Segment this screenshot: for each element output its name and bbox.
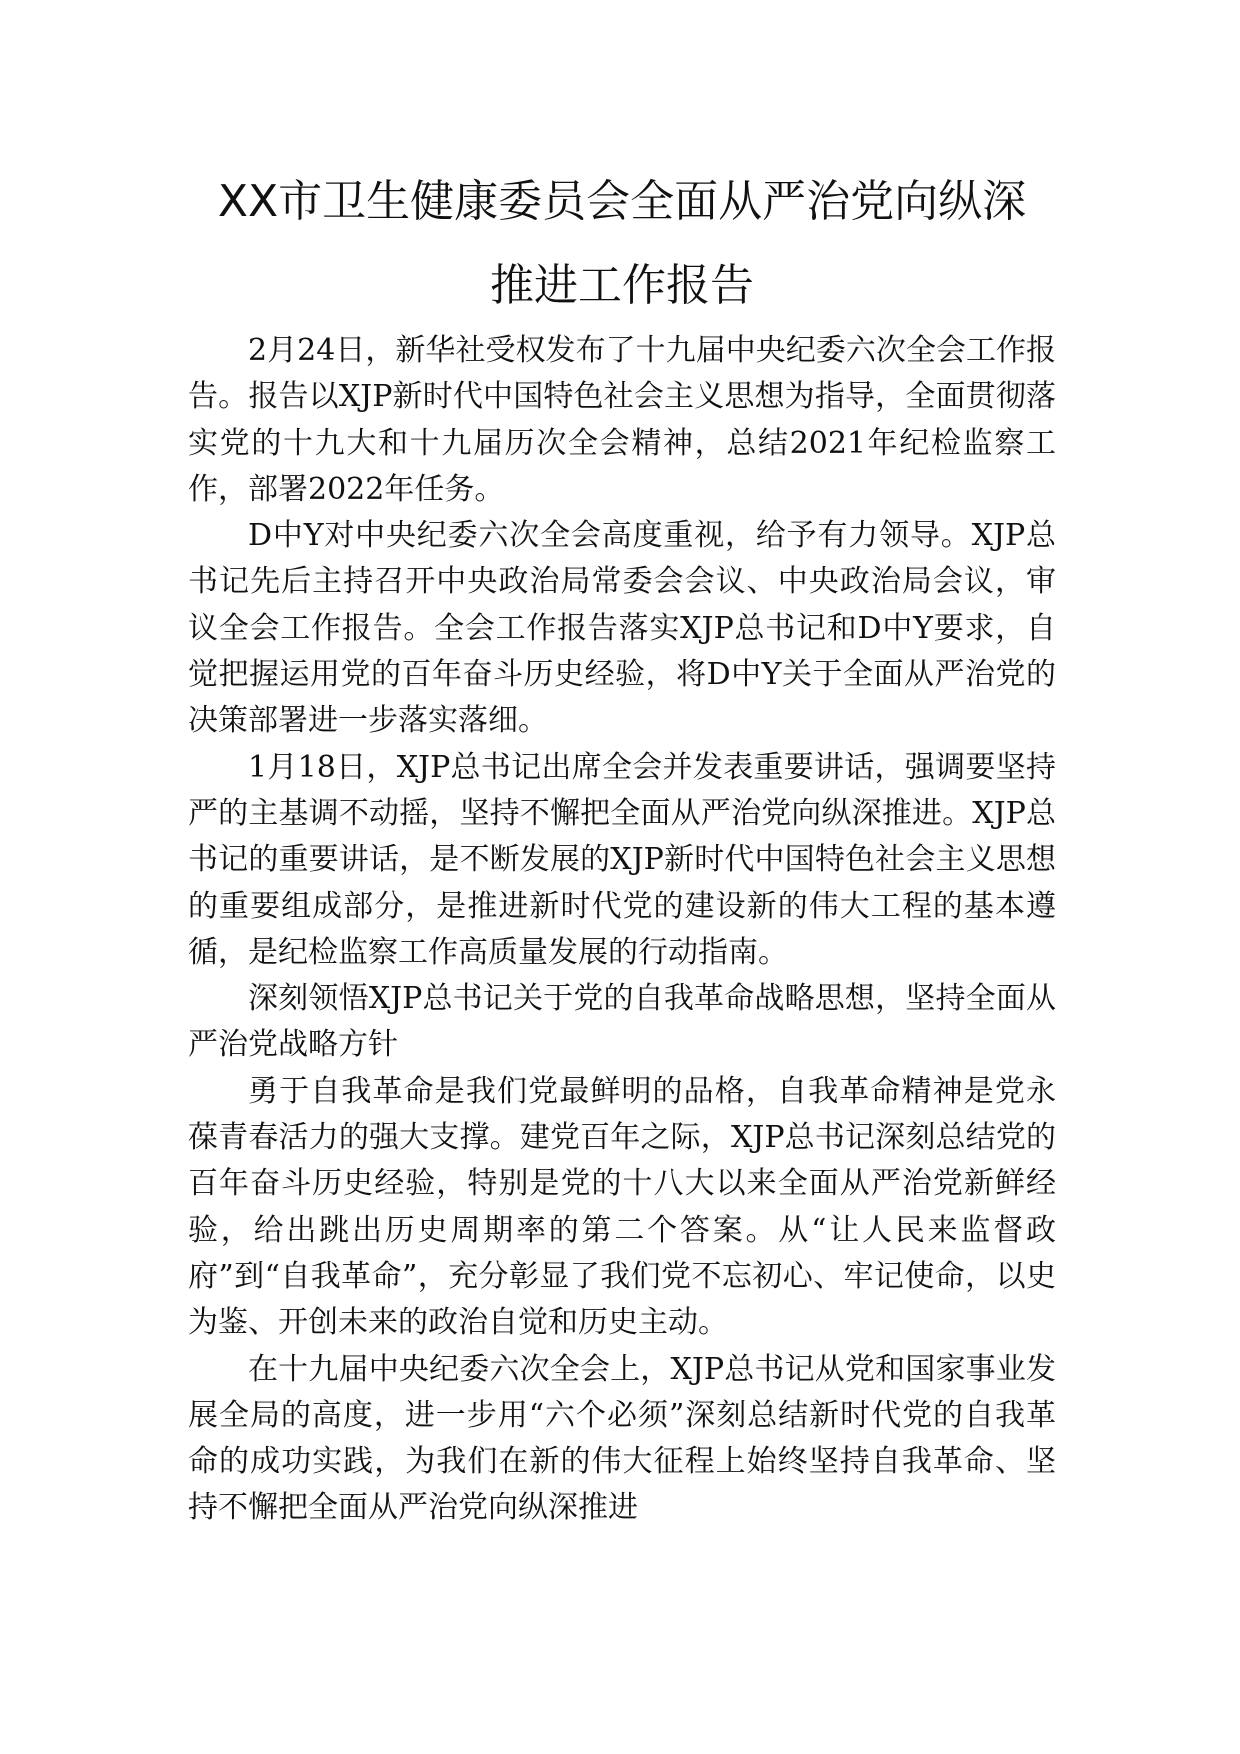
document-body — [188, 328, 1056, 1532]
section-heading: 深刻领悟XJP总书记关于党的自我革命战略思想，坚持全面从严治党战略方针 — [188, 981, 1056, 1063]
document-title — [188, 160, 1056, 328]
paragraph-2: D中Y对中央纪委六次全会高度重视，给予有力领导。XJP总书记先后主持召开中央政治局常委会会议、中央政治局会议，审议全会工作报告。全会工作报告落实XJP总书记和D中Y要求，自觉把握运用党的百年奋斗历史经验，将D中Y关于全面从严治党的决策部署进一步落实落细。 — [188, 518, 1056, 739]
paragraph-1: 2月24日，新华社受权发布了十九届中央纪委六次全会工作报告。报告以XJP新时代中国特色社会主义思想为指导，全面贯彻落实党的十九大和十九届历次全会精神，总结2021年纪检监察工作，部署2022年任务。 — [188, 333, 1056, 507]
paragraph-5: 在十九届中央纪委六次全会上，XJP总书记从党和国家事业发展全局的高度，进一步用“六个必须”深刻总结新时代党的自我革命的成功实践，为我们在新的伟大征程上始终坚持自我革命、坚持不懈把全面从严治党向纵深推进 — [188, 1351, 1056, 1526]
paragraph-3: 1月18日，XJP总书记出席全会并发表重要讲话，强调要坚持严的主基调不动摇，坚持不懈把全面从严治党向纵深推进。XJP总书记的重要讲话，是不断发展的XJP新时代中国特色社会主义思想的重要组成部分，是推进新时代党的建设新的伟大工程的基本遵循，是纪检监察工作高质量发展的行动指南。 — [188, 749, 1056, 970]
title-line-2: 推进工作报告 — [490, 260, 754, 311]
document-page — [188, 160, 1056, 1532]
paragraph-4: 勇于自我革命是我们党最鲜明的品格，自我革命精神是党永葆青春活力的强大支撑。建党百年之际，XJP总书记深刻总结党的百年奋斗历史经验，特别是党的十八大以来全面从严治党新鲜经验，给出跳出历史周期率的第二个答案。从“让人民来监督政府”到“自我革命”，充分彰显了我们党不忘初心、牢记使命，以史为鉴、开创未来的政治自觉和历史主动。 — [188, 1073, 1056, 1341]
title-line-1: XX市卫生健康委员会全面从严治党向纵深 — [217, 176, 1027, 227]
